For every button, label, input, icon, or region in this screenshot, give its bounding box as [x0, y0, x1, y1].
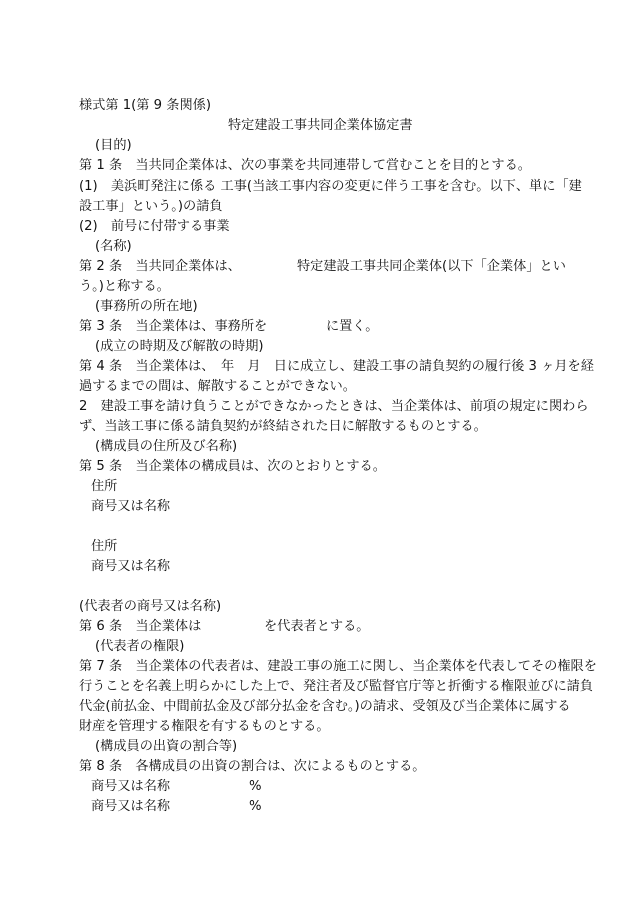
share-row2-percent: % — [249, 799, 262, 814]
article4-line2: 過するまでの間は、解散することができない。 — [79, 379, 356, 394]
article5-heading: (構成員の住所及び名称) — [95, 439, 238, 454]
article7-heading: (代表者の権限) — [95, 639, 185, 654]
article3-line1-b: に置く。 — [326, 319, 379, 334]
article1-item1-line2: 設工事」という。)の請負 — [79, 199, 223, 214]
article1-body: 第 1 条 当共同企業体は、次の事業を共同連帯して営むことを目的とする。 — [79, 158, 531, 173]
article1-heading: (目的) — [95, 138, 132, 153]
article2-line2: う。)と称する。 — [79, 279, 170, 294]
article8-heading: (構成員の出資の割合等) — [95, 739, 238, 754]
document-title: 特定建設工事共同企業体協定書 — [228, 118, 413, 133]
article1-item1-line1: (1) 美浜町発注に係る 工事(当該工事内容の変更に伴う工事を含む。以下、単に「建 — [79, 179, 582, 194]
share-row1-name-label: 商号又は名称 — [91, 779, 171, 794]
article2-heading: (名称) — [95, 239, 132, 254]
article6-line1-a: 第 6 条 当企業体は — [79, 619, 202, 634]
form-label: 様式第 1(第 9 条関係) — [79, 98, 211, 113]
article2-line1-b: 特定建設工事共同企業体(以下「企業体」とい — [297, 259, 566, 274]
article4-para2-line1: 2 建設工事を請け負うことができなかったときは、当企業体は、前項の規定に関わら — [79, 399, 589, 414]
article2-line1-a: 第 2 条 当共同企業体は、 — [79, 259, 241, 274]
member1-address-label: 住所 — [91, 479, 118, 494]
article3-line1-a: 第 3 条 当企業体は、事務所を — [79, 319, 268, 334]
member2-name-label: 商号又は名称 — [91, 559, 171, 574]
share-row2-name-label: 商号又は名称 — [91, 799, 171, 814]
article7-line4: 財産を管理する権限を有するものとする。 — [79, 719, 330, 734]
article6-heading: (代表者の商号又は名称) — [79, 599, 222, 614]
article6-line1-b: を代表者とする。 — [264, 619, 370, 634]
article7-line1: 第 7 条 当企業体の代表者は、建設工事の施工に関し、当企業体を代表してその権限を — [79, 659, 597, 674]
member2-address-label: 住所 — [91, 539, 118, 554]
article4-heading: (成立の時期及び解散の時期) — [95, 339, 264, 354]
share-row1-percent: % — [249, 779, 262, 794]
article3-heading: (事務所の所在地) — [95, 299, 198, 314]
article1-item2: (2) 前号に付帯する事業 — [79, 219, 230, 234]
article4-para2-line2: ず、当該工事に係る請負契約が終結された日に解散するものとする。 — [79, 419, 487, 434]
article8-line1: 第 8 条 各構成員の出資の割合は、次によるものとする。 — [79, 759, 426, 774]
article4-line1: 第 4 条 当企業体は、 年 月 日に成立し、建設工事の請負契約の履行後 3 ヶ月を経 — [79, 359, 594, 374]
article7-line2: 行うことを名義上明らかにした上で、発注者及び監督官庁等と折衝する権限並びに請負 — [79, 679, 594, 694]
member1-name-label: 商号又は名称 — [91, 499, 171, 514]
article7-line3: 代金(前払金、中間前払金及び部分払金を含む。)の請求、受領及び当企業体に属する — [79, 699, 571, 714]
article5-line1: 第 5 条 当企業体の構成員は、次のとおりとする。 — [79, 459, 386, 474]
